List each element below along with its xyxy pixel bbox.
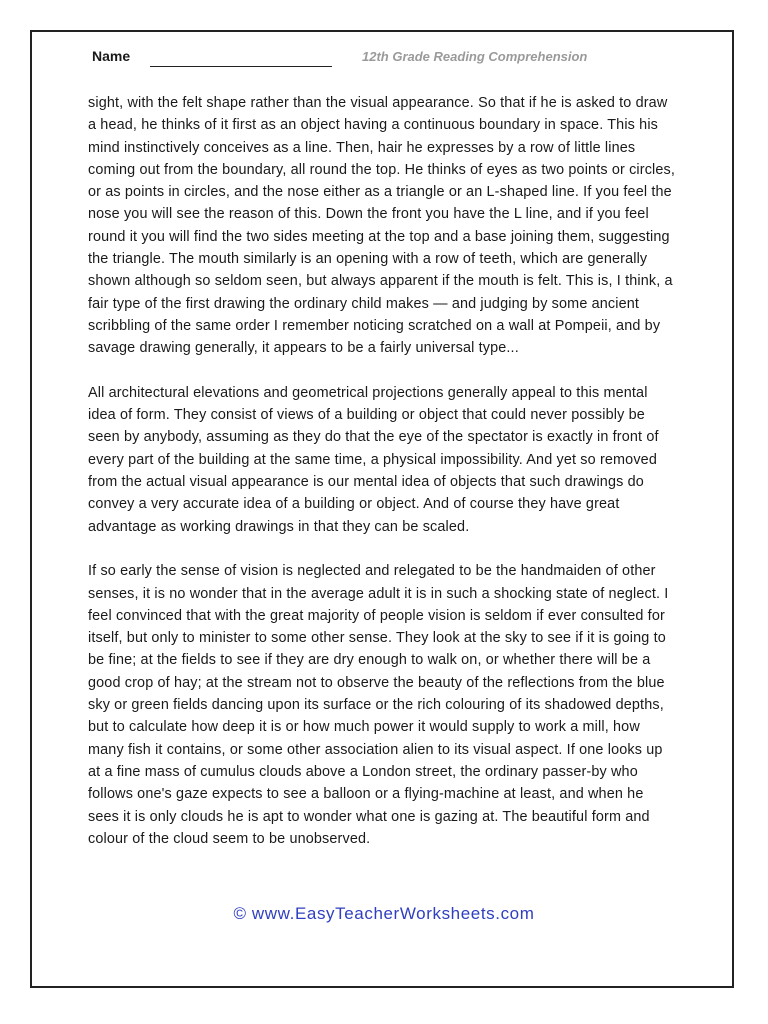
name-label: Name [92, 48, 131, 64]
reading-passage [88, 92, 678, 872]
passage-paragraph-1: sight, with the felt shape rather than the visual appearance. So that if he is asked to draw a head, he thinks of it first as an object having a continuous boundary in space. This his mind instinctively conceives as a line. Then, hair he expresses by a row of little lines coming out from the boundary, all round the top. He thinks of eyes as two points or circles, or as points in circles, and the nose either as a triangle or an L-shaped line. If you feel the nose you will see the reason of this. Down the front you have the L line, and if you feel round it you will find the two sides meeting at the top and a base joining them, suggesting the triangle. The mouth similarly is an opening with a row of teeth, which are generally shown although so seldom seen, but always apparent if the mouth is felt. This is, I think, a fair type of the first drawing the ordinary child makes — and judging by some ancient scribbling of the same order I remember noticing scratched on a wall at Pompeii, and by savage drawing generally, it appears to be a fairly universal type... [88, 95, 676, 357]
name-underline [150, 66, 332, 67]
worksheet-header [92, 44, 672, 72]
footer-website-link[interactable]: © www.EasyTeacherWorksheets.com [233, 904, 535, 923]
passage-paragraph-3: If so early the sense of vision is neglected and relegated to be the handmaiden of other senses, it is no wonder that in the average adult it is in such a shocking state of neglect. I feel convinced that with the great majority of people vision is seldom if ever consulted for itself, but only to minister to some other sense. They look at the sky to see if it is going to be fine; at the fields to see if they are dry enough to walk on, or whether there will be a good crop of hay; at the stream not to observe the beauty of the reflections from the blue sky or green fields dancing upon its surface or the rich colouring of its shadowed depths, but to calculate how deep it is or how much power it would supply to work a mill, how many fish it contains, or some other association alien to its visual aspect. If one looks up at a fine mass of cumulus clouds above a London street, the ordinary passer-by who follows one's gaze expects to see a balloon or a flying-machine at least, and when he sees it is only clouds he is apt to wonder what one is gazing at. The beautiful form and colour of the cloud seem to be unobserved. [88, 563, 669, 847]
worksheet-subject: 12th Grade Reading Comprehension [362, 49, 588, 64]
passage-paragraph-2: All architectural elevations and geometrical projections generally appeal to this mental idea of form. They consist of views of a building or object that could never possibly be seen by anybody, assuming as they do that the eye of the spectator is exactly in front of every part of the building at the same time, a physical impossibility. And yet so removed from the actual visual appearance is our mental idea of objects that such drawings do convey a very accurate idea of a building or object. And of course they have great advantage as working drawings in that they can be scaled. [88, 384, 659, 535]
